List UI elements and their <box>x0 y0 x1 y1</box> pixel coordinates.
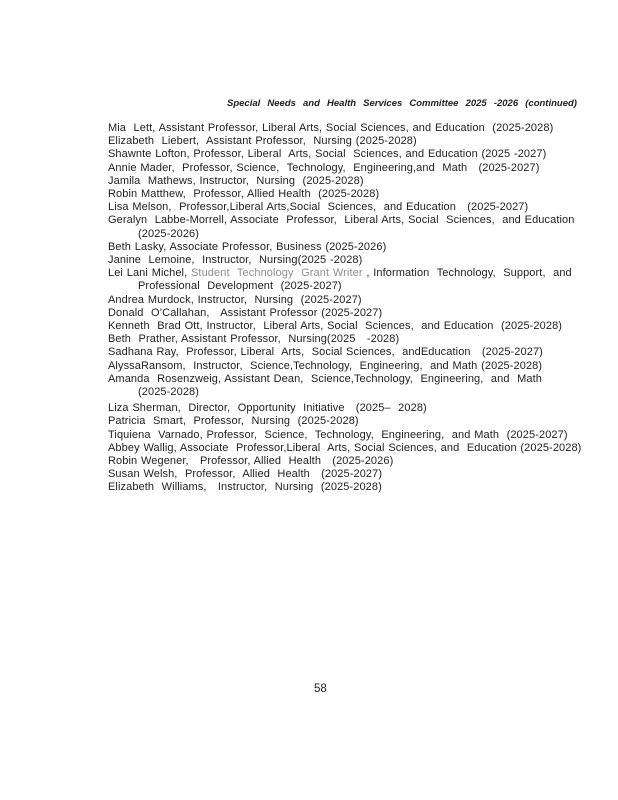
member-line: Beth Prather, Assistant Professor, Nursing(2025 -2028) <box>108 333 400 346</box>
member-text: Lei Lani Michel, <box>108 267 191 280</box>
header-word: and <box>303 98 320 109</box>
header-word: Services <box>363 98 403 109</box>
member-list <box>108 122 594 495</box>
member-line <box>108 267 594 280</box>
member-line: Abbey Wallig, Associate Professor,Liberal Arts, Social Sciences, and Education (2025-2028) <box>108 441 582 454</box>
header-word: (continued) <box>525 98 577 109</box>
member-line: Elizabeth Williams, Instructor, Nursing (2025-2028) <box>108 481 382 494</box>
header-word: -2026 <box>493 98 519 109</box>
member-line: Susan Welsh, Professor, Allied Health (2025-2027) <box>108 468 383 481</box>
member-line-wrap: Professional Development (2025-2027) <box>138 280 342 293</box>
member-line: Tiquiena Varnado, Professor, Science, Technology, Engineering, and Math (2025-2027) <box>108 428 568 441</box>
member-line: Patricia Smart, Professor, Nursing (2025-2028) <box>108 415 359 428</box>
member-line: Sadhana Ray, Professor, Liberal Arts, Social Sciences, andEducation (2025-2027) <box>108 346 543 359</box>
highlighted-title-text: Student Technology Grant Writer <box>191 267 367 280</box>
member-line: Robin Matthew, Professor, Allied Health (2025-2028) <box>108 188 380 201</box>
header-word: Needs <box>267 98 296 109</box>
header-word: 2025 <box>465 98 487 109</box>
member-line: Donald O’Callahan, Assistant Professor (2025-2027) <box>108 306 383 319</box>
header-word: Committee <box>409 98 459 109</box>
member-line: Elizabeth Liebert, Assistant Professor, Nursing (2025-2028) <box>108 135 417 148</box>
member-line: Mia Lett, Assistant Professor, Liberal Arts, Social Sciences, and Education (2025-2028) <box>108 122 554 134</box>
member-line-wrap: (2025-2026) <box>138 227 200 240</box>
header-word: Special <box>227 98 261 109</box>
member-line: Shawnte Lofton, Professor, Liberal Arts, Social Sciences, and Education (2025 -2027) <box>108 148 547 161</box>
member-text: , Information Technology, Support, and <box>366 267 572 280</box>
member-line: Amanda Rosenzweig, Assistant Dean, Science,Technology, Engineering, and Math <box>108 372 542 385</box>
member-line: Geralyn Labbe-Morrell, Associate Professor, Liberal Arts, Social Sciences, and Education <box>108 214 575 227</box>
member-line: AlyssaRansom, Instructor, Science,Technology, Engineering, and Math (2025-2028) <box>108 359 543 372</box>
member-line: Beth Lasky, Associate Professor, Business (2025-2026) <box>108 240 387 253</box>
member-line: Robin Wegener, Professor, Allied Health (2025-2026) <box>108 455 394 468</box>
page-number: 58 <box>314 683 327 695</box>
member-line: Jamila Mathews, Instructor, Nursing (2025-2028) <box>108 174 364 187</box>
header-word: Health <box>327 98 357 109</box>
member-line: Kenneth Brad Ott, Instructor, Liberal Arts, Social Sciences, and Education (2025-2028) <box>108 320 563 333</box>
member-line: Janine Lemoine, Instructor, Nursing(2025 -2028) <box>108 254 363 267</box>
member-line: Annie Mader, Professor, Science, Technology, Engineering,and Math (2025-2027) <box>108 161 540 174</box>
member-line: Liza Sherman, Director, Opportunity Initiative (2025– 2028) <box>108 402 427 415</box>
member-line: Lisa Melson, Professor,Liberal Arts,Social Sciences, and Education (2025-2027) <box>108 201 529 214</box>
member-line: Andrea Murdock, Instructor, Nursing (2025-2027) <box>108 293 362 306</box>
committee-header <box>227 98 577 110</box>
member-line-wrap: (2025-2028) <box>138 386 200 399</box>
